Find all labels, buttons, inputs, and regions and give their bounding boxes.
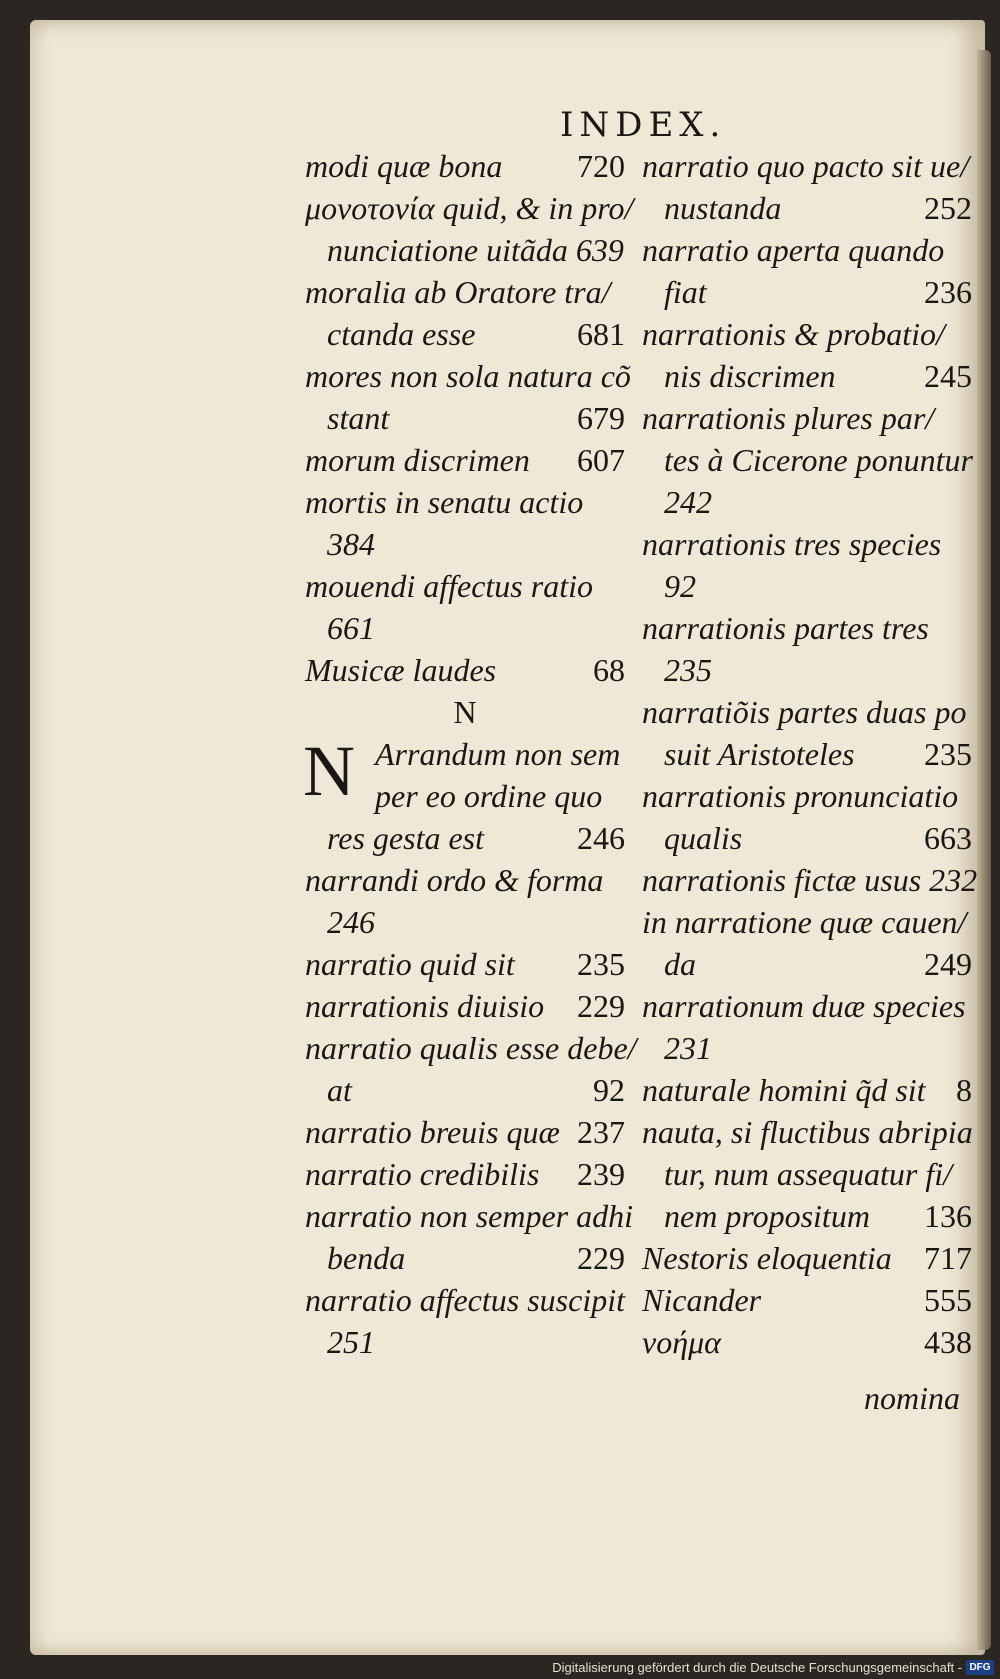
- index-entry-page: 717: [924, 1240, 972, 1276]
- index-entry-page: 68: [593, 652, 625, 688]
- index-entry-text: narrationis partes tres: [642, 610, 929, 646]
- index-entry-text: nem propositum: [664, 1198, 870, 1234]
- index-entry-text: stant: [327, 400, 390, 436]
- index-entry-text: at: [327, 1072, 352, 1108]
- index-entry-text: nis discrimen: [664, 358, 836, 394]
- index-entry-text: mouendi affectus ratio: [305, 568, 593, 604]
- index-entry-text: 661: [327, 610, 375, 646]
- index-entry-page: 239: [577, 1156, 625, 1192]
- index-entry-text: narrandi ordo & forma: [305, 862, 604, 898]
- index-entry: [305, 1237, 625, 1279]
- index-entry-text: 242: [664, 484, 712, 520]
- index-entry-text: fiat: [664, 274, 707, 310]
- index-entry: [642, 1237, 972, 1279]
- index-entry: [642, 817, 972, 859]
- index-entry: [642, 649, 972, 691]
- index-entry-page: 438: [924, 1324, 972, 1360]
- index-entry: [642, 187, 972, 229]
- index-entry-text: νοήμα: [642, 1324, 721, 1360]
- index-entry-page: 607: [577, 442, 625, 478]
- index-entry: [642, 985, 972, 1027]
- index-entry-page: 136: [924, 1198, 972, 1234]
- index-entry-page: 720: [577, 148, 625, 184]
- index-entry: [642, 313, 972, 355]
- index-entry: [642, 439, 972, 481]
- index-entry: [642, 943, 972, 985]
- index-entry-text: narratio aperta quando: [642, 232, 945, 268]
- index-entry-text: narratio quo pacto sit ue/: [642, 148, 970, 184]
- index-entry-text: morum discrimen: [305, 442, 530, 478]
- index-entry-text: narratio quid sit: [305, 946, 515, 982]
- index-entry-page: 235: [924, 736, 972, 772]
- index-entry-page: 245: [924, 358, 972, 394]
- index-entry-text: res gesta est: [327, 820, 485, 856]
- index-entry-text: narratio affectus suscipit: [305, 1282, 625, 1318]
- index-entry-text: N: [453, 694, 477, 730]
- index-entry-text: per eo ordine quo: [375, 778, 603, 814]
- index-entry: [642, 1027, 972, 1069]
- index-entry-text: mortis in senatu actio: [305, 484, 584, 520]
- index-entry: [305, 145, 625, 187]
- index-entry: [642, 271, 972, 313]
- index-entry-text: 235: [664, 652, 712, 688]
- index-entry: [305, 1111, 625, 1153]
- index-entry-text: nustanda: [664, 190, 782, 226]
- index-entry: [305, 775, 625, 817]
- index-column-left: [303, 145, 637, 1363]
- index-entry-text: nauta, si fluctibus abripia: [642, 1114, 973, 1150]
- index-entry-text: suit Aristoteles: [664, 736, 855, 772]
- page-spine-edge: [977, 50, 991, 1650]
- index-entry-text: narrationum duæ species: [642, 988, 966, 1024]
- index-entry: [305, 565, 625, 607]
- index-entry-text: narrationis plures par/: [642, 400, 935, 436]
- index-entry-text: 251: [327, 1324, 375, 1360]
- index-entry-page: 235: [577, 946, 625, 982]
- index-entry-text: Nestoris eloquentia: [642, 1240, 892, 1276]
- index-entry-text: Nicander: [642, 1282, 762, 1318]
- index-entry: [305, 1279, 625, 1321]
- index-entry-text: narrationis diuisio: [305, 988, 545, 1024]
- index-entry: [305, 985, 625, 1027]
- index-entry-text: moralia ab Oratore tra/: [305, 274, 611, 310]
- index-entry: [642, 229, 972, 271]
- index-entry-text: tes à Cicerone ponuntur: [664, 442, 973, 478]
- index-entry: [305, 901, 625, 943]
- index-entry: [305, 1195, 633, 1237]
- index-entry: [642, 859, 978, 901]
- index-entry: [305, 313, 625, 355]
- footer-credit: Digitalisierung gefördert durch die Deutsche Forschungsgemeinschaft -: [552, 1660, 962, 1675]
- index-entry: [305, 1153, 625, 1195]
- index-entry: [642, 733, 972, 775]
- index-entry-text: ctanda esse: [327, 316, 476, 352]
- index-entry-text: Arrandum non sem: [375, 736, 621, 772]
- index-entry: [305, 943, 625, 985]
- index-entry: [305, 817, 625, 859]
- index-entry-text: narrationis tres species: [642, 526, 942, 562]
- index-entry: [642, 145, 972, 187]
- index-entry: [642, 775, 972, 817]
- index-entry-text: 92: [664, 568, 696, 604]
- index-entry-page: 681: [577, 316, 625, 352]
- index-column-right: [642, 145, 978, 1363]
- index-entry-page: 229: [577, 988, 625, 1024]
- index-entry: [305, 187, 634, 229]
- index-entry: [642, 481, 972, 523]
- index-entry: [642, 565, 972, 607]
- index-entry: [642, 691, 972, 733]
- index-entry: [305, 439, 625, 481]
- dfg-logo: DFG: [966, 1660, 994, 1675]
- index-entry-text: narrationis & probatio/: [642, 316, 945, 352]
- index-entry: [305, 607, 625, 649]
- index-entry: [305, 859, 625, 901]
- index-entry: [642, 1195, 972, 1237]
- index-entry: [642, 523, 972, 565]
- index-entry: [305, 649, 625, 691]
- index-entry-page: 679: [577, 400, 625, 436]
- index-entry-page: 555: [924, 1282, 972, 1318]
- index-entry: [305, 523, 625, 565]
- index-entry-text: narratio non semper adhi: [305, 1198, 633, 1234]
- index-entry-text: 246: [327, 904, 375, 940]
- index-entry-text: μονοτονία quid, & in pro/: [305, 190, 634, 226]
- drop-cap: N: [303, 731, 355, 811]
- index-entry-text: in narratione quæ cauen/: [642, 904, 967, 940]
- index-entry: [305, 229, 625, 271]
- index-entry: [642, 355, 972, 397]
- index-entry: [305, 1027, 637, 1069]
- index-entry: [642, 1069, 972, 1111]
- index-entry-page: 249: [924, 946, 972, 982]
- index-entry-text: narrationis pronunciatio: [642, 778, 959, 814]
- index-entry-text: narratio breuis quæ: [305, 1114, 560, 1150]
- index-entry-text: narratiõis partes duas po: [642, 694, 967, 730]
- index-entry-page: 252: [924, 190, 972, 226]
- index-entry-text: narratio credibilis: [305, 1156, 540, 1192]
- index-entry-page: 8: [956, 1072, 972, 1108]
- index-entry-text: tur, num assequatur fi/: [664, 1156, 953, 1192]
- index-entry-text: 231: [664, 1030, 712, 1066]
- index-entry-page: 229: [577, 1240, 625, 1276]
- index-entry: [642, 901, 972, 943]
- index-entry-text: mores non sola natura cõ: [305, 358, 631, 394]
- index-entry: [642, 397, 972, 439]
- index-entry-text: naturale homini q̃d sit: [642, 1072, 926, 1108]
- catchword: nomina: [864, 1380, 960, 1416]
- index-entry-page: 237: [577, 1114, 625, 1150]
- index-entry: [305, 397, 625, 439]
- index-entry: [642, 1111, 972, 1153]
- index-entry-text: Musicæ laudes: [305, 652, 497, 688]
- index-entry: [642, 607, 972, 649]
- index-entry: [305, 481, 625, 523]
- index-entry: [642, 1321, 972, 1363]
- index-entry: [642, 1279, 972, 1321]
- index-entry: [305, 1321, 625, 1363]
- index-entry: [305, 1069, 625, 1111]
- index-entry-text: qualis: [664, 820, 743, 856]
- index-entry-text: modi quæ bona: [305, 148, 503, 184]
- index-entry-text: narratio qualis esse debe/: [305, 1030, 637, 1066]
- index-entry-page: 663: [924, 820, 972, 856]
- index-entry-text: benda: [327, 1240, 406, 1276]
- index-entry-page: 236: [924, 274, 972, 310]
- index-entry-text: nunciatione uitãda 639: [327, 232, 624, 268]
- index-entry-page: 246: [577, 820, 625, 856]
- index-entry: [305, 691, 625, 733]
- index-entry: [305, 271, 625, 313]
- index-entry: [305, 355, 631, 397]
- page-heading: INDEX.: [560, 105, 727, 145]
- index-entry-page: 92: [593, 1072, 625, 1108]
- index-entry-text: narrationis fictæ usus 232: [642, 862, 978, 898]
- index-entry: [642, 1153, 972, 1195]
- index-entry-text: 384: [327, 526, 375, 562]
- index-entry-text: da: [664, 946, 696, 982]
